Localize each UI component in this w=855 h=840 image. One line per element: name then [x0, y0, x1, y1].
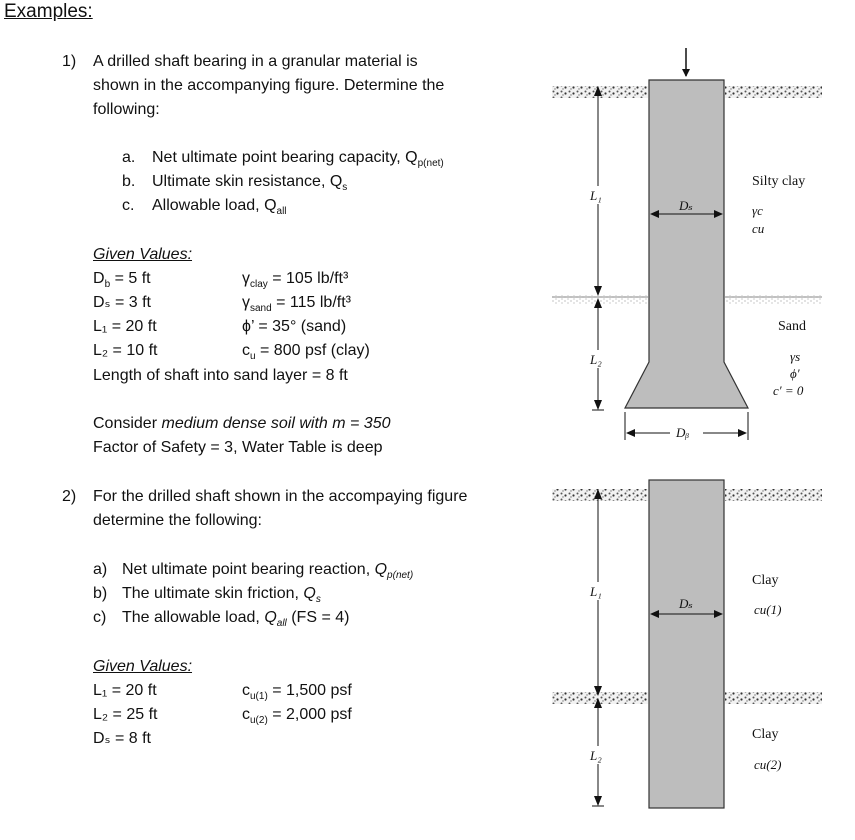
- example-2-item-a: Net ultimate point bearing reaction, $Q_{p(net)}$: [122, 561, 414, 582]
- label-gamma-c: γc: [752, 203, 763, 218]
- example-2-item-c-marker: c): [93, 609, 107, 626]
- example-2-intro-line-2: determine the following:: [93, 512, 262, 529]
- label-l2-2: L₂: [590, 748, 602, 763]
- ground-surface-right: [725, 86, 822, 98]
- example-1-number: 1): [62, 53, 77, 70]
- example-1-item-b-marker: b.: [122, 173, 136, 190]
- example-1-given-title: Given Values:: [93, 246, 193, 263]
- example-2-given-title: Given Values:: [93, 658, 193, 675]
- straight-shaft: [649, 480, 724, 808]
- example-2-number: 2): [62, 488, 77, 505]
- example-2-given-ds: Dₛ = 8 ft: [93, 730, 151, 747]
- example-1-fs-line: Factor of Safety = 3, Water Table is deep: [93, 439, 383, 456]
- example-1-given-l2: L₂ = 10 ft: [93, 342, 158, 359]
- label-ds-2: Dₛ: [679, 596, 693, 611]
- belled-shaft: [625, 80, 748, 408]
- layer-boundary-right-2: [725, 692, 822, 704]
- label-c-prime: c′ = 0: [773, 383, 804, 398]
- label-cu: cu: [752, 221, 765, 236]
- example-1-given-gamma-clay: $\gamma_{clay} = 105$ lb/ft³: [242, 270, 349, 291]
- example-1-length-line: Length of shaft into sand layer = 8 ft: [93, 367, 348, 384]
- example-1-intro-line-2: shown in the accompanying figure. Determine the: [93, 77, 445, 94]
- example-1-item-c-marker: c.: [122, 197, 135, 214]
- label-phi: ϕ′: [790, 366, 800, 381]
- label-sand: Sand: [778, 319, 806, 334]
- example-1-given-l1: L₁ = 20 ft: [93, 318, 157, 335]
- example-1-given-db: $D_b = 5$ ft: [93, 270, 151, 291]
- example-2-given-cu1: $c_{u(1)} = 1,500$ psf: [242, 682, 352, 703]
- label-cu1: cu(1): [754, 602, 782, 617]
- example-2-intro-line-1: For the drilled shaft shown in the accompaying figure: [93, 488, 468, 505]
- example-1-given-gamma-sand: $\gamma_{sand} = 115$ lb/ft³: [242, 294, 351, 315]
- example-2-item-a-marker: a): [93, 561, 108, 578]
- example-1-intro-line-3: following:: [93, 101, 160, 118]
- figure-1: [552, 48, 822, 440]
- example-1-item-b: Ultimate skin resistance, $Q_s$: [152, 173, 348, 194]
- sand-boundary-right: [725, 295, 822, 304]
- example-2-item-b: The ultimate skin friction, $Q_s$: [122, 585, 321, 606]
- sand-boundary-left: [552, 295, 648, 304]
- label-l1-2: L₁: [590, 584, 602, 599]
- example-2-item-b-marker: b): [93, 585, 108, 602]
- label-clay-1: Clay: [752, 573, 779, 588]
- example-2-given-l1: L₁ = 20 ft: [93, 682, 157, 699]
- example-1-given-ds: Dₛ = 3 ft: [93, 294, 151, 311]
- example-2-given-cu2: $c_{u(2)} = 2,000$ psf: [242, 706, 352, 727]
- example-1-item-a: Net ultimate point bearing capacity, $Q_{p(net)}$: [152, 149, 444, 170]
- figure-2: [552, 480, 822, 808]
- layer-boundary-left-2: [552, 692, 648, 704]
- example-1-intro-line-1: A drilled shaft bearing in a granular material is: [93, 53, 418, 70]
- example-1-consider-line: Consider medium dense soil with m = 350: [93, 415, 391, 432]
- label-ds: Dₛ: [679, 198, 693, 213]
- example-1-item-c: Allowable load, $Q_{all}$: [152, 197, 287, 218]
- ground-surface-right-2: [725, 489, 822, 501]
- label-clay-2: Clay: [752, 727, 779, 742]
- example-2-item-c: The allowable load, $Q_{all}$ (FS = 4): [122, 609, 350, 630]
- label-silty-clay: Silty clay: [752, 174, 806, 189]
- label-l2: L₂: [590, 352, 602, 367]
- label-db: Dᵦ: [676, 425, 690, 440]
- example-1-item-a-marker: a.: [122, 149, 136, 166]
- example-1-given-cu: $c_u = 800$ psf (clay): [242, 342, 370, 363]
- label-cu2: cu(2): [754, 757, 782, 772]
- label-l1: L₁: [590, 188, 602, 203]
- label-gamma-s: γs: [790, 349, 801, 364]
- page-heading: Examples:: [4, 1, 93, 22]
- example-2-given-l2: L₂ = 25 ft: [93, 706, 158, 723]
- example-1-given-phi: ϕ’ = 35° (sand): [242, 318, 347, 335]
